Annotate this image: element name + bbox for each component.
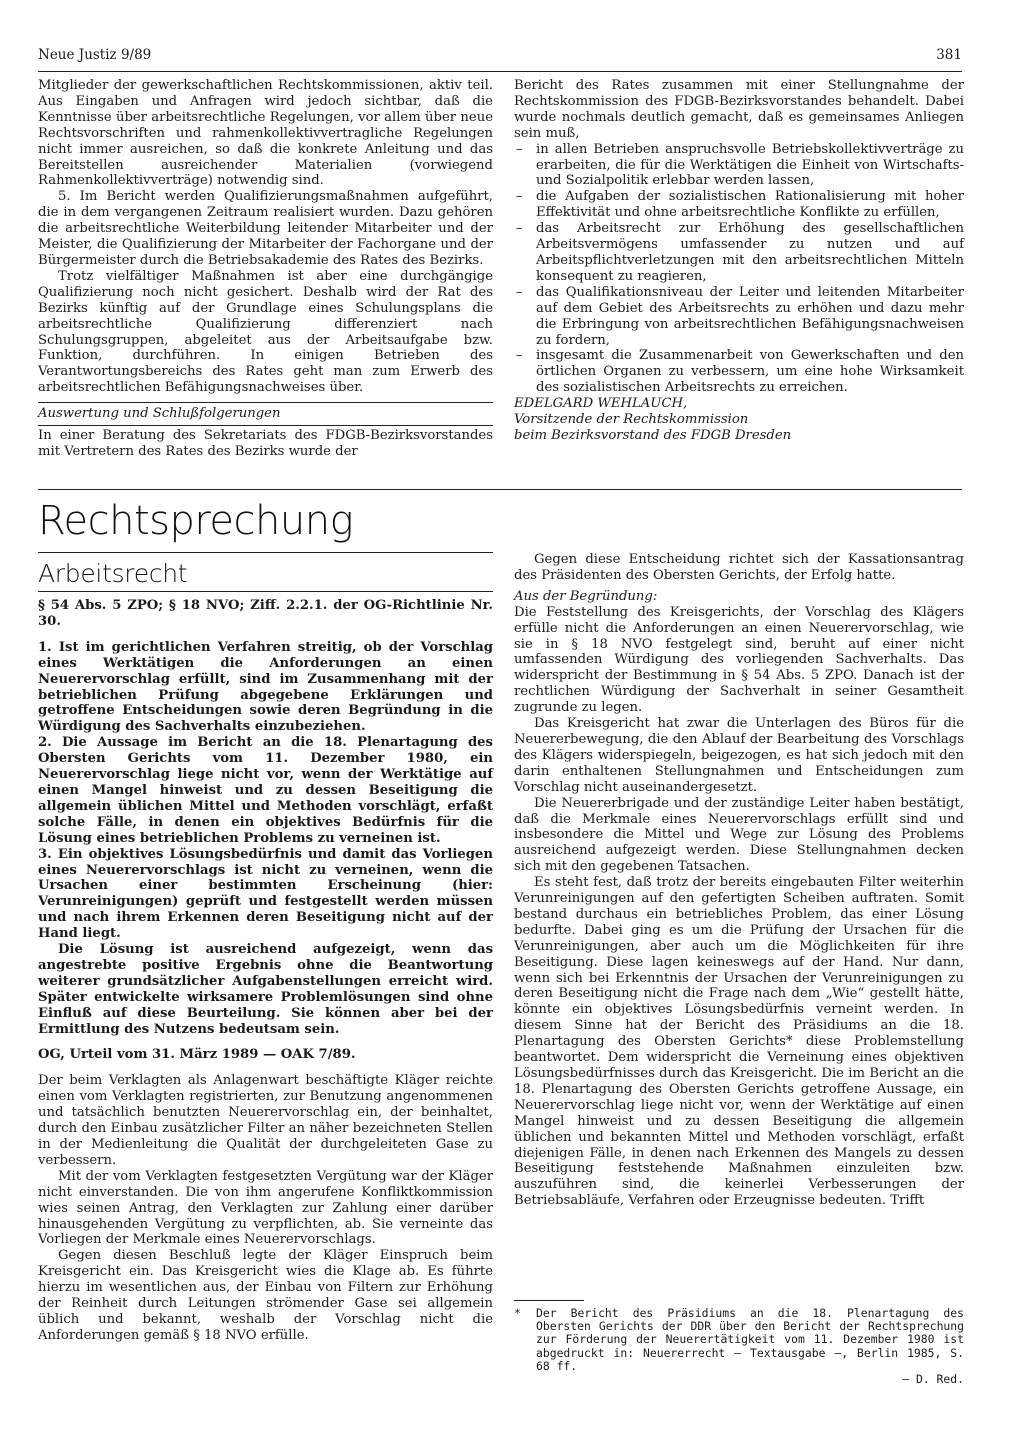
- footnote-mark: *: [514, 1306, 521, 1320]
- subheading-rule: [38, 402, 493, 403]
- list-item: – die Aufgaben der sozialistischen Rationalisierung mit hoher Effektivität und ohne arbeitsrechtliche Konflikte zu erfüllen,: [514, 189, 964, 221]
- author-name: EDELGARD WEHLAUCH,: [514, 396, 688, 412]
- headnote-1: 1. Ist im gerichtlichen Verfahren streitig, ob der Vorschlag eines Werktätigen die Anforderungen an einen Neuerervorschlag erfüllt, sind im Zusammenhang mit der betrieblichen Prüfung abgegebene Erklärungen und getroffene Entscheidungen sowie deren Begründung in die Würdigung des Sachverhalts einzubeziehen.: [38, 639, 493, 735]
- section-rule: [38, 489, 962, 490]
- page-number: 381: [936, 47, 962, 63]
- paragraph: Gegen diesen Beschluß legte der Kläger Einspruch beim Kreisgericht ein. Das Kreisgericht wies die Klage ab. Es führte hierzu im wesentlichen aus, der Einbau von Filtern zur Erhöhung der Reinheit durch Leitungen strömender Gase sei allgemein üblich und bekannt, weshalb der Vorschlag nicht die Anforderungen gemäß § 18 NVO erfülle.: [38, 1248, 493, 1343]
- subsection-title: Arbeitsrecht: [38, 559, 188, 588]
- top-right-column: [514, 78, 964, 444]
- paragraph: Der beim Verklagten als Anlagenwart beschäftigte Kläger reichte einen vom Verklagten registrierten, zur Benutzung angenommenen und tatsächlich benutzten Neuerervorschlag ein, der beinhaltet, durch den Einbau zusätzlicher Filter an näher bezeichneten Stellen in der Medienleitung die Qualität der durchgeleiteten Gase zu verbessern.: [38, 1073, 493, 1168]
- paragraph: In einer Beratung des Sekretariats des FDGB-Bezirksvorstandes mit Vertretern des Rates des Bezirks wurde der: [38, 428, 493, 459]
- footnote: [514, 1307, 964, 1386]
- paragraph: Trotz vielfältiger Maßnahmen ist aber eine durchgängige Qualifizierung noch nicht gesichert. Deshalb wird der Rat des Bezirks künftig auf der Grundlage eines Schulungsplans die arbeitsrechtliche Qualifizierung differenziert nach Schulungsgruppen, abgeleitet aus der Arbeitsaufgabe bzw. Funktion, durchführen. In einigen Betrieben des Verantwortungsbereichs des Rates geht man zum Erwerb des arbeitsrechtlichen Befähigungsnachweises über.: [38, 268, 493, 396]
- headnote-2: 2. Die Aussage im Bericht an die 18. Plenartagung des Obersten Gerichts vom 11. Dezember 1980, ein Neuerervorschlag liege nicht vor, wenn der Werktätige auf einen Mangel hinweist und zu dessen Beseitigung die allgemein üblichen Mittel und Methoden vorschlägt, erfaßt solche Fälle, in denen ein objektives Bedürfnis für die Lösung eines betrieblichen Problems zu verneinen ist.: [38, 735, 493, 846]
- footnote-text: Der Bericht des Präsidiums an die 18. Plenartagung des Obersten Gerichts der DDR über den Bericht der Rechtsprechung zur Förderung der Neuerertätigkeit vom 11. Dezember 1980 ist abgedruckt in: Neuererrecht — Textausgabe —, Berlin 1985, S. 68 ff.: [536, 1306, 964, 1373]
- subsection-rule: [38, 552, 493, 553]
- footnote-signature: — D. Red.: [902, 1372, 964, 1387]
- legal-norms: § 54 Abs. 5 ZPO; § 18 NVO; Ziff. 2.2.1. der OG-Richtlinie Nr. 30.: [38, 598, 493, 629]
- paragraph: Gegen diese Entscheidung richtet sich der Kassationsantrag des Präsidenten des Obersten Gerichts, der Erfolg hatte.: [514, 552, 964, 583]
- subsection-rule: [38, 591, 493, 592]
- author-affiliation: beim Bezirksvorstand des FDGB Dresden: [514, 427, 792, 443]
- top-left-column: [38, 78, 493, 460]
- subheading-rule: [38, 425, 493, 426]
- bottom-left-column: [38, 598, 493, 1344]
- headnote-4: Die Lösung ist ausreichend aufgezeigt, wenn das angestrebte positive Ergebnis ohne die Beantwortung weiterer grundsätzlicher Aufgabenstellungen erreicht wird. Später entwickelte wirksamere Problemlösungen sind ohne Einfluß auf diese Beurteilung. Sie können aber bei der Ermittlung des Nutzens bedeutsam sein.: [38, 942, 493, 1037]
- list-item: – in allen Betrieben anspruchsvolle Betriebskollektivverträge zu erarbeiten, die für die Werktätigen die Einheit von Wirtschafts- und Sozialpolitik erlebbar werden lassen,: [514, 142, 964, 190]
- list-item: – das Arbeitsrecht zur Erhöhung des gesellschaftlichen Arbeitsvermögens umfassender zu nutzen und auf Arbeitspflichtverletzungen mit den arbeitsrechtlichen Mitteln konsequent zu reagieren,: [514, 221, 964, 285]
- paragraph: Bericht des Rates zusammen mit einer Stellungnahme der Rechtskommission des FDGB-Bezirksvorstandes behandelt. Dabei wurde nochmals deutlich gemacht, daß es gemeinsames Anliegen sein muß,: [514, 78, 964, 141]
- case-citation: OG, Urteil vom 31. März 1989 — OAK 7/89.: [38, 1047, 356, 1063]
- headnote-3: 3. Ein objektives Lösungsbedürfnis und damit das Vorliegen eines Neuerervorschlags ist nicht zu verneinen, wenn die Ursachen einer bestimmten Erscheinung (hier: Verunreinigungen) geprüft und festgestellt werden müssen und nach ihrem Erkennen deren Beseitigung nicht auf der Hand liegt.: [38, 846, 493, 942]
- paragraph: Mitglieder der gewerkschaftlichen Rechtskommissionen, aktiv teil. Aus Eingaben und Anfragen wird jedoch sichtbar, daß die Kenntnisse über arbeitsrechtliche Regelungen, vor allem über neue Rechtsvorschriften und rahmenkollektivvertragliche Regelungen nicht immer ausreichen, so daß die konkrete Anleitung und das Bereitstellen ausreichender Materialien (vorwiegend Rahmenkollektivverträge) notwendig sind.: [38, 78, 493, 189]
- paragraph: Die Feststellung des Kreisgerichts, der Vorschlag des Klägers erfülle nicht die Anforderungen an einen Neuerervorschlag, wie sie in § 18 NVO festgelegt sind, beruht auf einer nicht umfassenden Würdigung des vorliegenden Sachverhalts. Das widerspricht der Bestimmung in § 54 Abs. 5 ZPO. Danach ist der rechtlichen Würdigung der Sachverhalt in seiner Gesamtheit zugrunde zu legen.: [514, 604, 964, 716]
- author-role: Vorsitzende der Rechtskommission: [514, 412, 749, 428]
- journal-issue: Neue Justiz 9/89: [38, 47, 152, 63]
- paragraph: 5. Im Bericht werden Qualifizierungsmaßnahmen aufgeführt, die in dem vergangenen Zeitraum realisiert wurden. Dazu gehören die arbeitsrechtliche Weiterbildung leitender Mitarbeiter und der Meister, die Qualifizierung der Mitarbeiter der Fachorgane und der Bürgermeister durch die Betriebsakademie des Rates des Bezirks.: [38, 189, 493, 268]
- goals-list: [514, 142, 964, 397]
- paragraph: Die Neuererbrigade und der zuständige Leiter haben bestätigt, daß die Merkmale eines Neuerervorschlags erfüllt sind und insbesondere die Mittel und Wege zur Lösung des Problems ausreichend aufgezeigt werden. Diese Stellungnahmen decken sich mit den gegebenen Tatsachen.: [514, 795, 964, 875]
- list-item: – insgesamt die Zusammenarbeit von Gewerkschaften und den örtlichen Organen zu verbessern, um eine hohe Wirksamkeit des sozialistischen Arbeitsrechts zu erreichen.: [514, 348, 964, 396]
- paragraph: Mit der vom Verklagten festgesetzten Vergütung war der Kläger nicht einverstanden. Die von ihm angerufene Konfliktkommission wies seinen Antrag, den Verklagten zur Zahlung einer darüber hinausgehenden Vergütung zu verpflichten, ab. Sie verneinte das Vorliegen der Merkmale eines Neuerervorschlags.: [38, 1168, 493, 1248]
- footnote-rule: [514, 1300, 584, 1301]
- header-rule: [38, 71, 962, 72]
- paragraph: Das Kreisgericht hat zwar die Unterlagen des Büros für die Neuererbewegung, die den Ablauf der Bearbeitung des Vorschlags des Klägers widerspiegeln, beigezogen, es hat sich jedoch mit den darin enthaltenen Stellungnahmen und Entscheidungen zum Vorschlag nicht auseinandergesetzt.: [514, 716, 964, 795]
- paragraph: Es steht fest, daß trotz der bereits eingebauten Filter weiterhin Verunreinigungen auf den gefertigten Scheiben auftraten. Somit bestand durchaus ein betriebliches Problem, das einer Lösung bedurfte. Dabei ging es um die Prüfung der Ursachen für die Verunreinigungen, aber auch um die Möglichkeiten für ihre Beseitigung. Diese lagen keineswegs auf der Hand. Nur dann, wenn sich bei Erkenntnis der Ursachen der Verunreinigungen zu deren Beseitigung nicht die Frage nach dem „Wie“ gestellt hätte, könnte ein objektives Lösungsbedürfnis verneint werden. In diesem Sinne hat der Bericht des Präsidiums an die 18. Plenartagung des Obersten Gerichts* diese Problemstellung beantwortet. Dem widerspricht die Verneinung eines objektiven Lösungsbedürfnisses durch das Kreisgericht. Die im Bericht an die 18. Plenartagung des Obersten Gerichts getroffene Aussage, ein Neuerervorschlag liege nicht vor, wenn der Werktätige auf einen Mangel hinweist und zu dessen Beseitigung die allgemein üblichen und bekannten Mittel und Methoden vorschlägt, erfaßt diejenigen Fälle, in denen nach Erkennen des Mangels zu dessen Beseitigung feststehende Maßnahmen einzuleiten bzw. auszuführen sind, die keinerlei Verbesserungen der Betriebsabläufe, Verfahren oder Erzeugnisse bedeuten. Trifft: [514, 875, 964, 1209]
- bottom-right-column: [514, 552, 964, 1209]
- subheading: Auswertung und Schlußfolgerungen: [38, 406, 281, 422]
- running-head: [38, 47, 962, 67]
- list-item: – das Qualifikationsniveau der Leiter und leitenden Mitarbeiter auf dem Gebiet des Arbeitsrechts zu erhöhen und dazu mehr die Erbringung von arbeitsrechtlichen Befähigungsnachweisen zu fordern,: [514, 285, 964, 349]
- section-title: Rechtsprechung: [38, 498, 354, 544]
- reasons-heading: Aus der Begründung:: [514, 588, 658, 604]
